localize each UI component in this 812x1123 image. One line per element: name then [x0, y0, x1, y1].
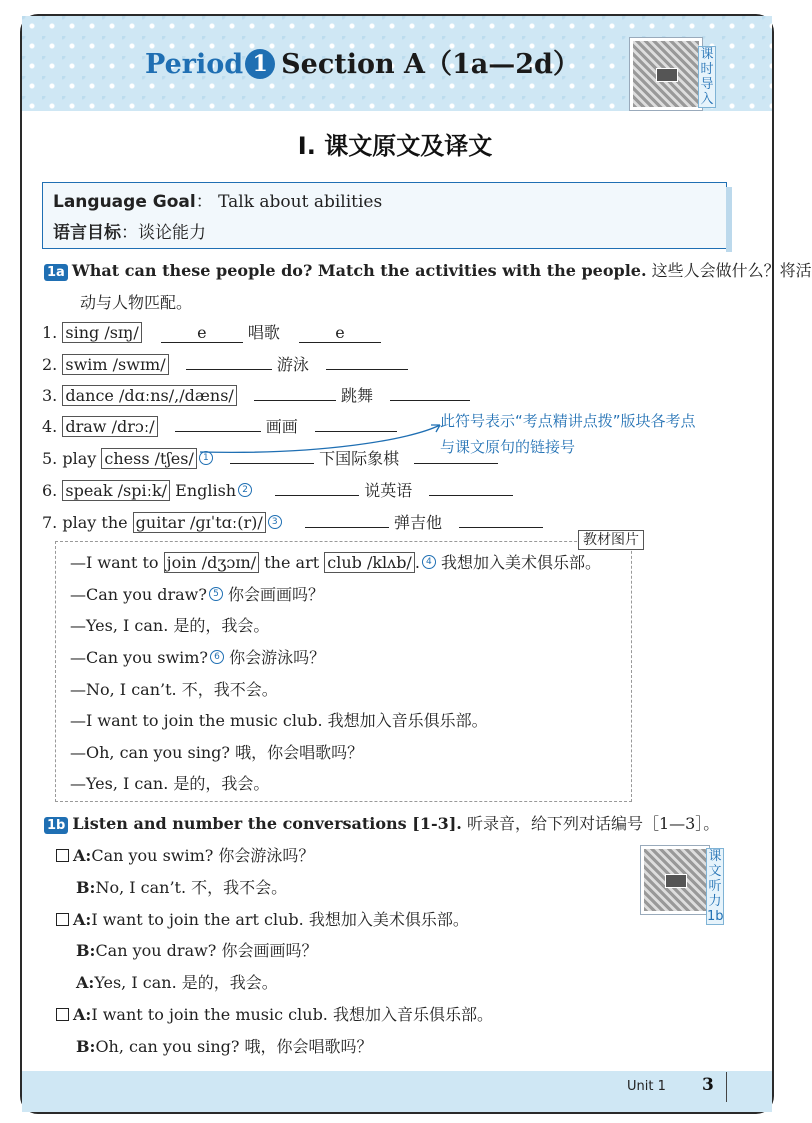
qr-label-intro: 课时导入	[698, 46, 716, 108]
dialog-text: —I want to	[70, 553, 164, 572]
vocab-word: chess /tʃes/	[101, 448, 196, 469]
annotation-note	[440, 408, 696, 460]
item-number: 7.	[42, 513, 58, 532]
conversation-text: Yes, I can. 是的，我会。	[94, 973, 278, 992]
section-title: Section A（1a—2d）	[281, 49, 580, 80]
goal-label-zh: 语言目标	[53, 223, 121, 243]
speaker-label: A:	[73, 1005, 92, 1024]
speaker-label: B:	[76, 1037, 96, 1056]
vocab-suffix: English	[170, 481, 237, 500]
item-number: 3.	[42, 386, 58, 405]
annotation-line-2: 与课文原句的链接号	[440, 438, 576, 456]
marker-2-icon[interactable]: 2	[238, 483, 252, 497]
speaker-label: A:	[76, 973, 95, 992]
page-number: 3	[702, 1075, 714, 1095]
period-number-badge: 1	[245, 49, 275, 79]
answer-blank-2[interactable]: e	[299, 324, 381, 343]
conversation-2-line-a2	[76, 970, 278, 993]
marker-3-icon[interactable]: 3	[268, 515, 282, 529]
task-1a-instruction-cont: 动与人物匹配。	[80, 293, 193, 312]
task-1b-instruction-en: Listen and number the conversations [1-3].	[72, 814, 462, 833]
picture-tag: 教材图片	[578, 530, 644, 550]
conversation-1-line-a	[56, 843, 314, 866]
footer-divider	[726, 1072, 727, 1102]
chinese-meaning: 下国际象棋	[319, 449, 400, 468]
task-1b-instruction-zh: 听录音，给下列对话编号［1—3］。	[461, 814, 720, 833]
vocab-word: dance /dɑːns/,/dæns/	[62, 385, 236, 406]
dialog-line-7: —Oh, can you sing? 哦，你会唱歌吗？	[70, 743, 364, 762]
goal-text-en: ： Talk about abilities	[195, 192, 383, 212]
marker-1-icon[interactable]: 1	[199, 451, 213, 465]
dialog-translation: 你会游泳吗？	[224, 648, 326, 667]
dialog-translation: 你会画画吗？	[222, 585, 325, 604]
chinese-meaning: 跳舞	[340, 386, 373, 405]
dialog-line-1	[70, 550, 601, 573]
vocab-word: guitar /ɡɪˈtɑː(r)/	[133, 512, 266, 533]
conversation-text: I want to join the art club. 我想加入美术俱乐部。	[91, 910, 469, 929]
conversation-3-line-a	[56, 1002, 493, 1025]
conversation-1-line-b	[76, 875, 287, 898]
marker-5-icon[interactable]: 5	[209, 587, 223, 601]
dialog-text: the art	[259, 553, 325, 572]
answer-blank[interactable]: e	[161, 324, 243, 343]
vocab-word: sing /sɪŋ/	[62, 322, 141, 343]
vocab-word: speak /spiːk/	[62, 480, 170, 501]
dialog-line-4	[70, 645, 325, 668]
task-1a-instruction-en: What can these people do? Match the activities with the people.	[71, 261, 647, 280]
item-number: 2.	[42, 355, 58, 374]
goal-text-zh: ：谈论能力	[121, 223, 206, 243]
speaker-label: B:	[76, 941, 96, 960]
dialog-line-2	[70, 582, 324, 605]
dialog-line-6: —I want to join the music club. 我想加入音乐俱乐部。	[70, 711, 488, 730]
item-number: 4.	[42, 417, 58, 436]
chinese-meaning: 唱歌	[247, 323, 280, 342]
conversation-text: Can you draw? 你会画画吗？	[95, 941, 318, 960]
task-tag-1a: 1a	[44, 264, 68, 281]
chinese-meaning: 游泳	[276, 355, 309, 374]
chinese-meaning: 说英语	[364, 481, 413, 500]
conversation-text: Oh, can you sing? 哦，你会唱歌吗？	[95, 1037, 373, 1056]
task-tag-1b: 1b	[44, 817, 68, 834]
marker-6-icon[interactable]: 6	[210, 650, 224, 664]
marker-4-icon[interactable]: 4	[422, 555, 436, 569]
annotation-line-1: 此符号表示“考点精讲点拨”版块各考点	[440, 412, 696, 430]
vocab-club: club /klʌb/	[324, 552, 415, 573]
dialog-line-5: —No, I can’t. 不，我不会。	[70, 680, 278, 699]
dialog-line-8: —Yes, I can. 是的，我会。	[70, 774, 270, 793]
dialog-line-3: —Yes, I can. 是的，我会。	[70, 616, 270, 635]
conversation-text: Can you swim? 你会游泳吗？	[91, 846, 315, 865]
task-1b-instruction	[44, 811, 719, 834]
vocab-word: swim /swɪm/	[62, 354, 168, 375]
footer-unit: Unit 1	[627, 1079, 666, 1094]
goal-label-en: Language Goal	[53, 192, 196, 212]
number-checkbox[interactable]	[56, 913, 69, 926]
vocab-word: draw /drɔː/	[62, 416, 157, 437]
conversation-text: No, I can’t. 不，我不会。	[95, 878, 288, 897]
section-heading: I. 课文原文及译文	[297, 132, 493, 160]
task-1a-instruction-zh: 这些人会做什么？将活	[646, 261, 812, 280]
vocab-join: join /dʒɔɪn/	[164, 552, 260, 573]
chinese-meaning: 画画	[265, 417, 298, 436]
number-checkbox[interactable]	[56, 1008, 69, 1021]
period-word: Period	[145, 49, 244, 80]
dialog-text: —Can you draw?	[70, 585, 207, 604]
item-number: 6.	[42, 481, 58, 500]
chinese-meaning: 弹吉他	[393, 513, 442, 532]
vocab-prefix: play the	[62, 513, 133, 532]
conversation-text: I want to join the music club. 我想加入音乐俱乐部。	[91, 1005, 493, 1024]
dialog-text: .	[414, 553, 420, 572]
dialog-text: —Can you swim?	[70, 648, 209, 667]
dialog-translation: 我想加入美术俱乐部。	[435, 553, 602, 572]
qr-label-listening: 课文听力1b	[707, 849, 724, 924]
qr-code-listening-icon[interactable]	[641, 846, 709, 914]
speaker-label: B:	[76, 878, 96, 897]
speaker-label: A:	[73, 846, 92, 865]
item-number: 5.	[42, 449, 58, 468]
speaker-label: A:	[73, 910, 92, 929]
conversation-3-line-b	[76, 1034, 373, 1057]
conversation-2-line-b	[76, 938, 317, 961]
vocab-prefix: play	[62, 449, 102, 468]
conversation-2-line-a	[56, 907, 469, 930]
number-checkbox[interactable]	[56, 849, 69, 862]
item-number: 1.	[42, 323, 58, 342]
